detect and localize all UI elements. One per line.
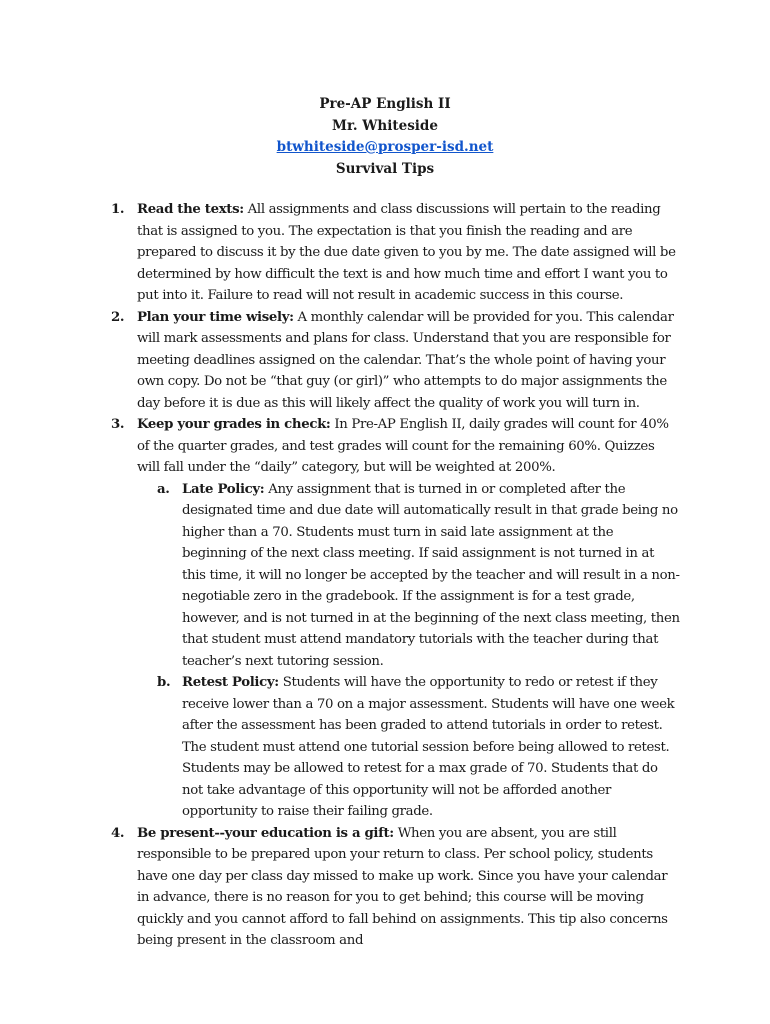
tip-item: [0, 414, 770, 479]
policy-label: Late Policy:: [182, 481, 265, 497]
tip-item: [0, 307, 770, 415]
tip-number: 2.: [111, 309, 125, 325]
policy-text: Students will have the opportunity to redo or retest if they receive lower than a 70 on a major assessment. Students will have one week after the assessment has been graded to attend tutorials in order to retest. The student must attend one tutorial session before being allowed to retest. Students may be allowed to retest for a max grade of 70. Students that do not take advantage of this opportunity will not be afforded another opportunity to raise their failing grade.: [182, 675, 675, 819]
tip-text: A monthly calendar will be provided for you. This calendar will mark assessments and plans for class. Understand that you are responsible for meeting deadlines assigned on the calendar. That’s the whole point of having your own copy. Do not be “that guy (or girl)” who attempts to do major assignments the day before it is due as this will likely affect the quality of work you will turn in.: [137, 309, 674, 411]
tip-text: In Pre-AP English II, daily grades will count for 40% of the quarter grades, and test grades will count for the remaining 60%. Quizzes will fall under the “daily” category, but will be weighted at 200%.: [137, 417, 669, 475]
course-title: Pre-AP English II: [319, 96, 451, 112]
policy-text: Any assignment that is turned in or completed after the designated time and due date will automatically result in that grade being no higher than a 70. Students must turn in said late assignment at the beginning of the next class meeting. If said assignment is not turned in at this time, it will no longer be accepted by the teacher and will result in a non-negotiable zero in the gradebook. If the assignment is for a test grade, however, and is not turned in at the beginning of the next class meeting, then that student must attend mandatory tutorials with the teacher during that teacher’s next tutoring session.: [182, 481, 680, 669]
tip-number: 3.: [111, 417, 125, 432]
tip-label: Read the texts:: [137, 202, 244, 217]
tip-number: 4.: [111, 825, 125, 841]
tip-item: [0, 199, 770, 307]
policy-letter: b.: [157, 675, 171, 690]
teacher-name: Mr. Whiteside: [332, 117, 438, 134]
tip-label: Be present--your education is a gift:: [137, 825, 394, 841]
teacher-email-link[interactable]: btwhiteside@prosper-isd.net: [276, 139, 494, 155]
tip-label: Keep your grades in check:: [137, 417, 331, 432]
policy-item: [0, 672, 770, 823]
tip-number: 1.: [111, 202, 125, 217]
policy-label: Retest Policy:: [182, 675, 279, 690]
document-header: [0, 94, 770, 180]
tip-text: All assignments and class discussions will pertain to the reading that is assigned to you. The expectation is that you finish the reading and are prepared to discuss it by the due date given to you by me. The date assigned will be determined by how difficult the text is and how much time and effort I want you to put into it. Failure to read will not result in academic success in this course.: [137, 202, 676, 303]
policy-letter: a.: [157, 481, 170, 497]
tips-list: [0, 199, 770, 952]
policy-item: [0, 479, 770, 673]
tip-item: [0, 823, 770, 952]
tip-text: When you are absent, you are still responsible to be prepared upon your return to class. Per school policy, students have one day per class day missed to make up work. Since you have your calendar in advance, there is no reason for you to get behind; this course will be moving quickly and you cannot afford to fall behind on assignments. This tip also concerns being present in the classroom and: [137, 825, 668, 948]
document-title: Survival Tips: [335, 160, 435, 177]
tip-label: Plan your time wisely:: [137, 309, 294, 325]
